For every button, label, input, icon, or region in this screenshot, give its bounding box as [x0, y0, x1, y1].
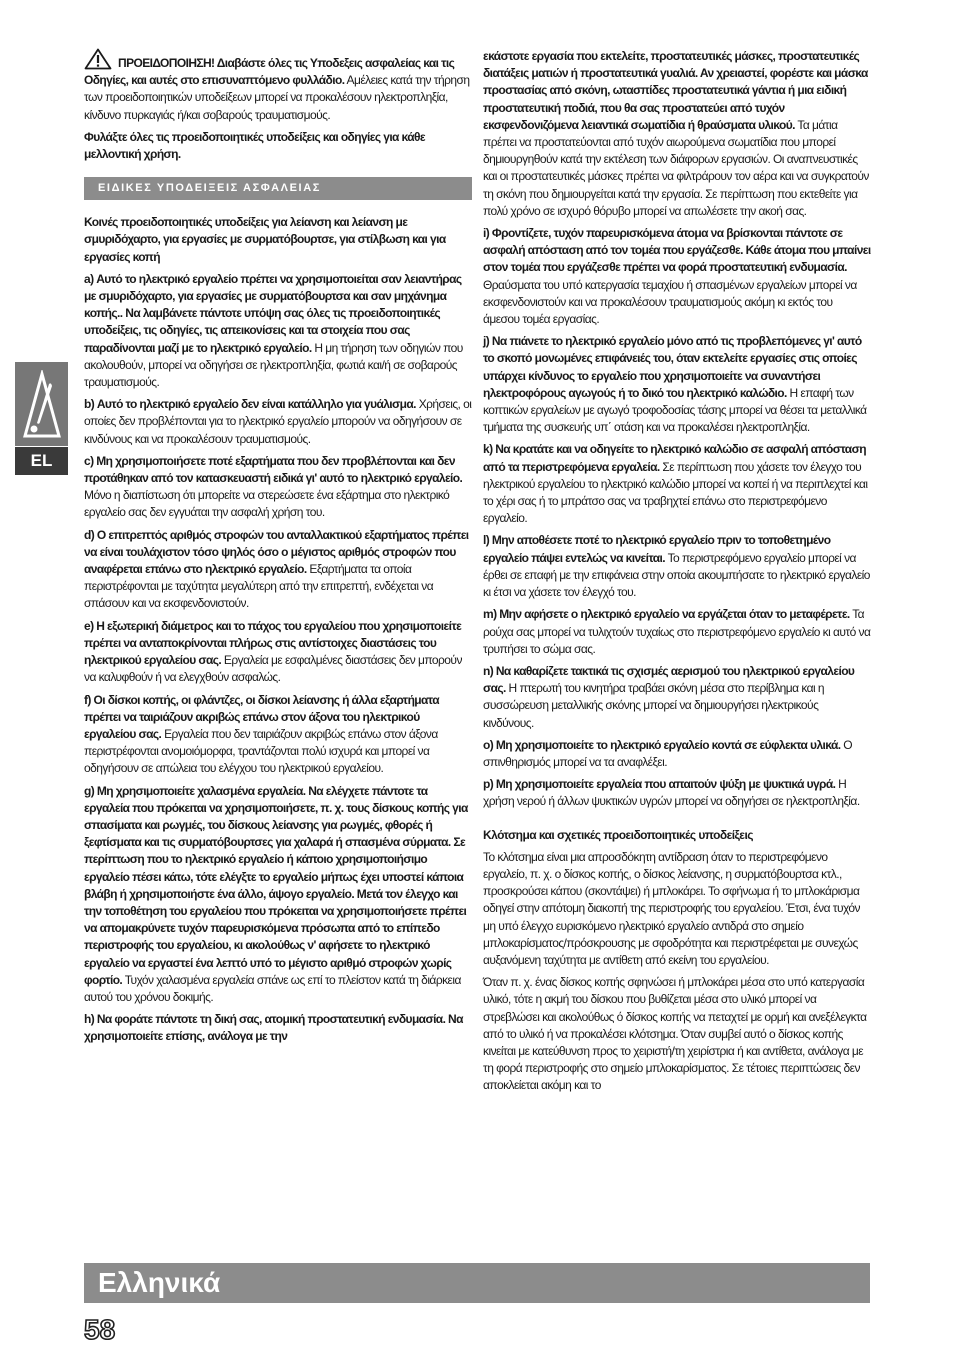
language-title: Ελληνικά — [98, 1267, 221, 1298]
safety-item-a: a) Αυτό το ηλεκτρικό εργαλείο πρέπει να χρησιμοποιείται σαν λειαντήρας με σμυριδόχαρτο, για εργασίες με συρματόβουρτσα και σαν μηχάνημα κοπής.. Να λαμβάνετε πάντοτε υπόψη σας όλες τις προειδοποιητικές υποδείξεις, τις οδηγίες, τις απεικονίσεις και τα στοιχεία που σας παραδίνονται μαζί με το ηλεκτρικό εργαλείο. Η μη τήρηση των οδηγιών που ακολουθούν, μπορεί να οδηγήσει σε ηλεκτροπληξία, φωτιά και/ή σε σοβαρούς τραυματισμούς. — [84, 271, 463, 390]
section-title: ΕΙΔΙΚΕΣ ΥΠΟΔΕΙΞΕΙΣ ΑΣΦΑΛΕΙΑΣ — [84, 177, 472, 200]
safety-item-d: d) Ο επιτρεπτός αριθμός στροφών του ανταλλακτικού εξαρτήματος πρέπει να είναι τουλάχιστον τόσο ψηλός όσο ο μέγιστος αριθμός στροφών που αναφέρεται επάνω στο ηλεκτρικό εργαλείο. Εξαρτήματα τα οποία περιστρέφονται με ταχύτητα μεγαλύτερη από την επιτρεπτή, ενδέχεται να σπάσουν και να εκσφενδονιστούν. — [84, 527, 469, 611]
safety-item-c: c) Μη χρησιμοποιήσετε ποτέ εξαρτήματα που δεν προβλέπονται και δεν προτάθηκαν από τον κατασκευαστή ειδικά γι' αυτό το ηλεκτρικό εργαλείο. Μόνο η διαπίστωση ότι μπορείτε να στερεώσετε ένα εξάρτημα στο ηλεκτρικό εργαλείο σας δεν εγγυάται την ασφαλή χρήση του. — [84, 453, 463, 520]
warning-triangle-icon — [84, 48, 112, 70]
safety-item-m: m) Μην αφήσετε ο ηλεκτρικό εργαλείο να εργάζεται όταν το μεταφέρετε. Τα ρούχα σας μπορεί να τυλιχτούν τυχαίως στο περιστρεφόμενο εργαλείο κι αυτό να τρυπήσει το σώμα σας. — [483, 607, 871, 656]
safety-item-p: p) Μη χρησιμοποιείτε εργαλεία που απαιτούν ψύξη με ψυκτικά υγρά. Η χρήση νερού ή άλλων ψυκτικών υγρών μπορεί να οδηγήσει σε ηλεκτροπληξία. — [483, 777, 860, 809]
warning-text: Αμέλειες κατά την τήρηση των προειδοποιητικών υποδείξεων μπορεί να προκαλέσουν ηλεκτροπληξία, κίνδυνο πυρκαγιάς ή/και σοβαρούς τραυματισμούς. — [84, 73, 470, 122]
safety-item-j: j) Να πιάνετε το ηλεκτρικό εργαλείο μόνο από τις προβλεπόμενες γι' αυτό το σκοπό μονωμένες επιφάνειές του, όταν εκτελείτε εργασίες στις οποίες υπάρχει κίνδυνος το εργαλείο που χρησιμοποιείτε να συναντήσει ηλεκτροφόρους αγωγούς ή το δικό του ηλεκτρικό καλώδιο. Η επαφή των κοπτικών εργαλείων με αγωγό τροφοδοσίας τάσης μπορεί να θέσει τα μεταλλικά τμήματα της συσκευής υπ΄ οτάση και να προκαλέσει ηλεκτροπληξία. — [483, 334, 867, 435]
kickback-heading: Κλότσημα και σχετικές προειδοποιητικές υποδείξεις — [483, 827, 753, 842]
general-warning — [84, 48, 472, 124]
safety-item-o: o) Μη χρησιμοποιείτε το ηλεκτρικό εργαλείο κοντά σε εύφλεκτα υλικά. Ο σπινθηρισμός μπορεί να τα αναφλέξει. — [483, 737, 853, 769]
safety-item-l: l) Μην αποθέσετε ποτέ το ηλεκτρικό εργαλείο πριν το τοποθετημένο εργαλείο πάψει εντελώς να κινείται. Το περιστρεφόμενο εργαλείο μπορεί να έρθει σε επαφή με την επιφάνεια στην οποία ακουμπήσατε το ηλεκτρικό εργαλείο κι έτσι να χάσετε τον έλεγχό του. — [483, 533, 870, 600]
safety-item-g: g) Μη χρησιμοποιείτε χαλασμένα εργαλεία. Να ελέγχετε πάντοτε τα εργαλεία που πρόκειται να χρησιμοποιήσετε, π. χ. τους δίσκους κοπής για σπασίματα και ρωγμές, του δίσκους λείανσης για ρωγμές, φθορές ή ξεφτίσματα και τις συρματόβουρτσες για χαλαρά ή σπασμένα σύρματα. Σε περίπτωση που το ηλεκτρικό εργαλείο ή κάποιο χρησιμοποιήσιμο εργαλείο πέσει κάτω, τότε ελέγξτε το εργαλείο μήπως έχει υποστεί κάποια βλάβη ή χρησιμοποιήστε ένα άλλο, άψογο εργαλείο. Μετά τον έλεγχο και την τοποθέτηση του εργαλείου που πρόκειται να χρησιμοποιήσετε πρέπει να απομακρύνετε τυχόν παρευρισκόμενα πρόσωπα από το επίπεδο περιστροφής του εργαλείου, κι ακολούθως ν' αφήσετε το ηλεκτρικό εργαλείο να εργαστεί ένα λεπτό υπό το μέγιστο αριθμό στροφών χωρίς φορτίο. Τυχόν χαλασμένα εργαλεία σπάνε ως επί το πλείστον κατά τη διάρκεια αυτού του χρόνου δοκιμής. — [84, 783, 468, 1004]
left-column — [84, 48, 472, 1051]
safety-item-h-cont: εκάστοτε εργασία που εκτελείτε, προστατευτικές μάσκες, προστατευτικές διατάξεις ματιών ή προστατευτικά γυαλιά. Αν χρειαστεί, φορέστε και μάσκα προστασίας από σκόνη, ωτασπίδες προστατευτικά γάντια ή μια ειδική προστατευτική ποδιά, που θα σας προστατεύει από τυχόν εκσφενδονιζόμενα λειαντικά σωματίδια ή θραύσματα υλικού. Τα μάτια πρέπει να προστατεύονται από τυχόν αιωρούμενα σωματίδια που μπορεί δημιουργηθούν κατά την εκτέλεση των διάφορων εργασιών. Οι αναπνευστικές και οι προστατευτικές μάσκες πρέπει να φιλτράρουν τον αέρα και να συγκρατούν τη σκόνη που δημιουργείται κατά την εργασία. Σε περίπτωση που εκτεθείτε για πολύ χρόνο σε ισχυρό θόρυβο μπορεί να απωλέσετε την ακοή σας. — [483, 49, 869, 218]
safety-item-b: b) Αυτό το ηλεκτρικό εργαλείο δεν είναι κατάλληλο για γυάλισμα. Χρήσεις, οι οποίες δεν προβλέπονται για το ηλεκτρικό εργαλείο μπορούν να οδηγήσουν σε κινδύνους και να προκαλέσουν τραυματισμούς. — [84, 397, 472, 446]
safety-item-h: h) Να φοράτε πάντοτε τη δική σας, ατομική προστατευτική ενδυμασία. Να χρησιμοποιείτε επίσης, ανάλογα με την — [84, 1012, 463, 1044]
safety-item-k: k) Να κρατάτε και να οδηγείτε το ηλεκτρικό καλώδιο σε ασφαλή απόσταση από τα περιστρεφόμενα εργαλεία. Σε περίπτωση που χάσετε τον έλεγχο του ηλεκτρικού εργαλείου το ηλεκτρικό καλώδιο μπορεί να κοπεί ή να περιπλεχτεί και το χέρι σας ή το μπράτσο σας να τραβηχτεί επάνω στο περιστρεφόμενο εργαλείο. — [483, 442, 868, 526]
exclamation-icon — [21, 370, 63, 440]
warning-bold: ΠΡΟΕΙΔΟΠΟΙΗΣΗ! Διαβάστε όλες τις Υποδεξεις ασφαλείας και τις Οδηγίες, και αυτές στο επισυναπτόμενο φυλλάδιο. — [84, 56, 455, 88]
safety-item-i: i) Φροντίζετε, τυχόν παρευρισκόμενα άτομα να βρίσκονται πάντοτε σε ασφαλή απόσταση από τον τομέα που εργάζεσθε. Κάθε άτομα που μπαίνει στον τομέα που εργάζεσθε πρέπει να φορά προστατευτική ενδυμασία. Θραύσματα του υπό κατεργασία τεμαχίου ή σπασμένων εργαλείων μπορεί να εκσφενδονιστούν και να προκαλέσουν τραυματισμούς ακόμη κι εκτός του άμεσου τομέα εργασίας. — [483, 226, 871, 327]
safety-item-f: f) Οι δίσκοι κοπής, οι φλάντζες, οι δίσκοι λείανσης ή άλλα εξαρτήματα πρέπει να ταιριάζουν ακριβώς επάνω στον άξονα του ηλεκτρικού εργαλείου σας. Εργαλεία που δεν ταιριάζουν ακριβώς επάνω στον άξονα περιστρέφονται ανομοιόμορφα, τραντάζονται πολύ ισχυρά και μπορεί να οδηγήσουν σε απώλεια του ελέγχου του ηλεκτρικού εργαλείου. — [84, 692, 440, 776]
kickback-paragraph-2: Όταν π. χ. ένας δίσκος κοπής σφηνώσει ή μπλοκάρει μέσα στο υπό κατεργασία υλικό, τότε η ακμή του δίσκου που βυθίζεται μέσα στο υλικό μπορεί να στρεβλώσει και ακολούθως ό δίσκος κοπής να πεταχτεί με ορμή και ανεξέλεγκτα από το υλικό ή να προκαλέσει κλότσημα. Όταν συμβεί αυτό ο δίσκος κοπής κινείται με κατεύθυνση προς το χειριστή/τη χειρίστρια ή και αντίθετα, ανάλογα με τη φορά περιστροφής στο σημείο μπλοκαρίσματος. Σε τέτοιες περιπτώσεις δεν αποκλείεται ακόμη και το — [483, 975, 867, 1093]
kickback-paragraph-1: Το κλότσημα είναι μια απροσδόκητη αντίδραση όταν το περιστρεφόμενο εργαλείο, π. χ. ο δίσκος κοπής, ο δίσκος λείανσης, η συρματόβουρτσα κτλ., προσκρούσει κάπου (σκοντάψει) ή μπλοκάρει. Το σφήνωμα ή το μπλοκάρισμα οδηγεί στην απότομη διακοπή της περιστροφής του εργαλείου. Έτσι, ένα τυχόν μη υπό έλεγχο ευρισκόμενο ηλεκτρικό εργαλείο αντιδρά στο σημείο μπλοκαρίσματος/πρόσκρουσης με σφοδρότητα και περιστρέφεται με συνεχώς αυξανόμενη ταχύτητα με αντίθετη από εκείνη του εργαλείου. — [483, 849, 860, 967]
page-number: 58 — [84, 1314, 116, 1345]
safety-item-n: n) Να καθαρίζετε τακτικά τις σχισμές αερισμού του ηλεκτρικού εργαλείου σας. Η πτερωτή του κινητήρα τραβάει σκόνη μέσα στο περίβλημα και η συσσώρευση μεταλλικής σκόνης μπορεί να δημιουργήσει ηλεκτρικούς κινδύνους. — [483, 663, 855, 730]
warning-side-tab — [15, 362, 68, 446]
footer-language-bar — [84, 1263, 870, 1303]
intro-heading: Κοινές προειδοποιητικές υποδείξεις για λείανση και λείανση με σμυριδόχαρτο, για εργασίες με συρματόβουρτσε, για στίλβωση και για εργασίες κοπή — [84, 215, 446, 264]
keep-instructions: Φυλάξτε όλες τις προειδοποιητικές υποδείξεις και οδηγίες για κάθε μελλοντική χρήση. — [84, 129, 426, 162]
language-badge: EL — [15, 447, 68, 475]
safety-item-e: e) Η εξωτερική διάμετρος και το πάχος του εργαλείου που χρησιμοποιείτε πρέπει να ανταποκρίνονται πλήρως στις αντίστοιχες διαστάσεις του ηλεκτρικού εργαλείου σας. Εργαλεία με εσφαλμένες διαστάσεις δεν μπορούν να καλυφθούν ή να ελεγχθούν ασφαλώς. — [84, 618, 462, 685]
right-column — [483, 48, 871, 1100]
